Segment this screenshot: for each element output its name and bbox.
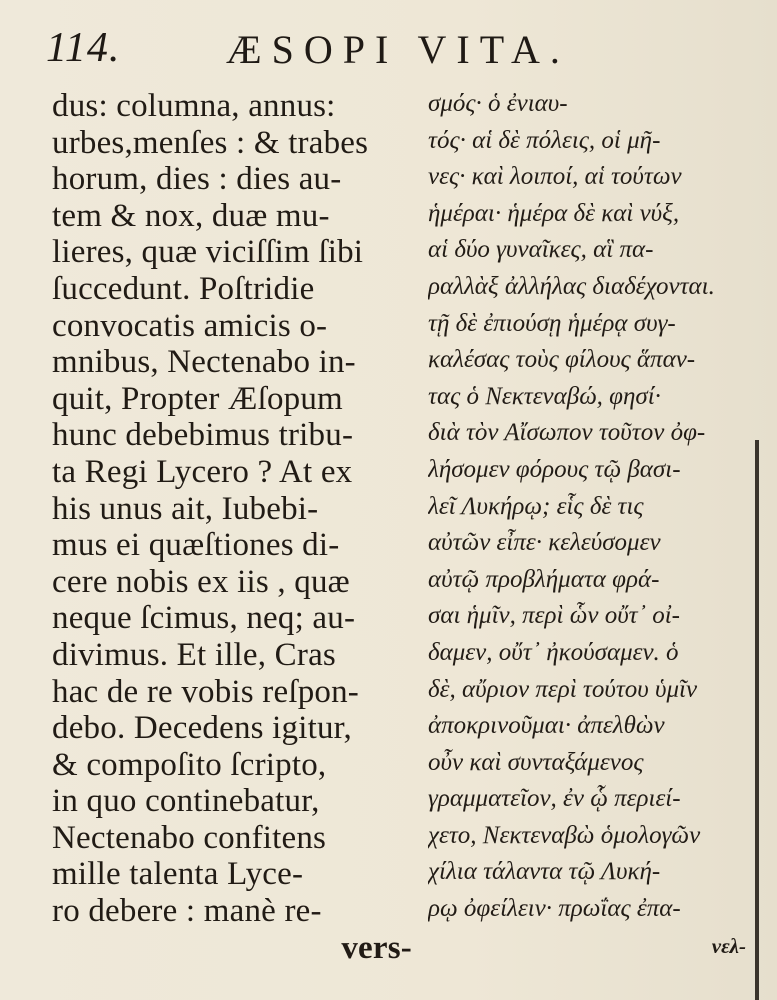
latin-line: mille talenta Lyce- [52, 856, 304, 893]
latin-line: his unus ait, Iubebi- [52, 490, 319, 527]
greek-line: τός· αἱ δὲ πόλεις, οἱ μῆ- [428, 126, 661, 154]
greek-line: τῇ δὲ ἐπιούσῃ ἡμέρᾳ συγ- [428, 309, 676, 337]
greek-line: οὖν καὶ συνταξάμενος [428, 748, 644, 776]
latin-line: neque ſcimus, neq; au- [52, 600, 356, 637]
greek-line: δαμεν, οὔτ᾽ ἠκούσαμεν. ὁ [428, 638, 679, 666]
greek-line: ἀποκρινοῦμαι· ἀπελθὼν [428, 712, 665, 740]
latin-line: in quo continebatur, [52, 783, 320, 820]
latin-line: & compoſito ſcripto, [52, 746, 327, 783]
latin-line: dus: columna, annus: [52, 88, 336, 124]
page-binding-edge [755, 440, 759, 1000]
latin-line: horum, dies : dies au- [52, 161, 342, 198]
latin-line: ro debere : manè re- [52, 893, 322, 930]
latin-line: divimus. Et ille, Cras [52, 636, 336, 673]
greek-line: λήσομεν φόρους τῷ βασι- [428, 455, 681, 483]
greek-line: ραλλὰξ ἀλλήλας διαδέχονται. [428, 272, 715, 300]
latin-line: lieres, quæ viciſſim ſibi [52, 234, 364, 271]
latin-catchword: vers- [341, 929, 412, 966]
page-number: 114. [46, 25, 121, 71]
greek-line: χετο, Νεκτεναβὼ ὁμολογῶν [428, 821, 701, 849]
running-title: ÆSOPI VITA. [226, 27, 570, 72]
latin-line: convocatis amicis o- [52, 307, 328, 344]
greek-line: δὲ, αὔριον περὶ τούτου ὑμῖν [428, 675, 698, 703]
greek-line: λεῖ Λυκήρῳ; εἷς δὲ τις [428, 492, 644, 520]
greek-line: σαι ἡμῖν, περὶ ὧν οὔτ᾽ οἰ- [428, 602, 680, 630]
greek-line: αὐτῷ προβλήματα φρά- [428, 565, 660, 593]
greek-catchword: νελ- [711, 933, 746, 958]
latin-line: hac de re vobis reſpon- [52, 673, 359, 710]
latin-line: ta Regi Lycero ? At ex [52, 453, 353, 490]
greek-line: αὐτῶν εἶπε· κελεύσομεν [428, 529, 661, 557]
greek-line: τας ὁ Νεκτεναβώ, φησί· [428, 382, 661, 410]
page-header [46, 20, 746, 80]
latin-line: quit, Propter Æſopum [52, 380, 343, 417]
greek-line: χίλια τάλαντα τῷ Λυκή- [428, 858, 661, 886]
greek-line: καλέσας τοὺς φίλους ἅπαν- [428, 346, 696, 374]
latin-line: mus ei quæſtiones di- [52, 527, 340, 564]
greek-line: νες· καὶ λοιποί, αἱ τούτων [428, 163, 682, 191]
greek-line: αἱ δύο γυναῖκες, αἳ πα- [428, 236, 654, 264]
latin-line: cere nobis ex iis , quæ [52, 563, 350, 600]
greek-line: γραμματεῖον, ἐν ᾧ περιεί- [428, 785, 681, 813]
latin-line: Nectenabo confitens [52, 819, 327, 856]
greek-text-column [428, 86, 746, 964]
latin-text-column [52, 88, 412, 966]
latin-line: urbes,menſes : & trabes [52, 124, 369, 161]
latin-line: tem & nox, duæ mu- [52, 197, 330, 234]
greek-line: διὰ τὸν Αἴσωπον τοῦτον ὀφ- [428, 419, 706, 447]
greek-line: σμός· ὁ ἐνιαυ- [428, 90, 568, 117]
latin-line: mnibus, Nectenabo in- [52, 344, 356, 381]
latin-line: hunc debebimus tribu- [52, 417, 354, 454]
latin-line: debo. Decedens igitur, [52, 710, 352, 747]
greek-line: ἡμέραι· ἡμέρα δὲ καὶ νύξ, [428, 199, 680, 227]
latin-line: ſuccedunt. Poſtridie [52, 270, 315, 307]
greek-line: ρῳ ὀφείλειν· πρωΐας ἐπα- [428, 895, 681, 923]
